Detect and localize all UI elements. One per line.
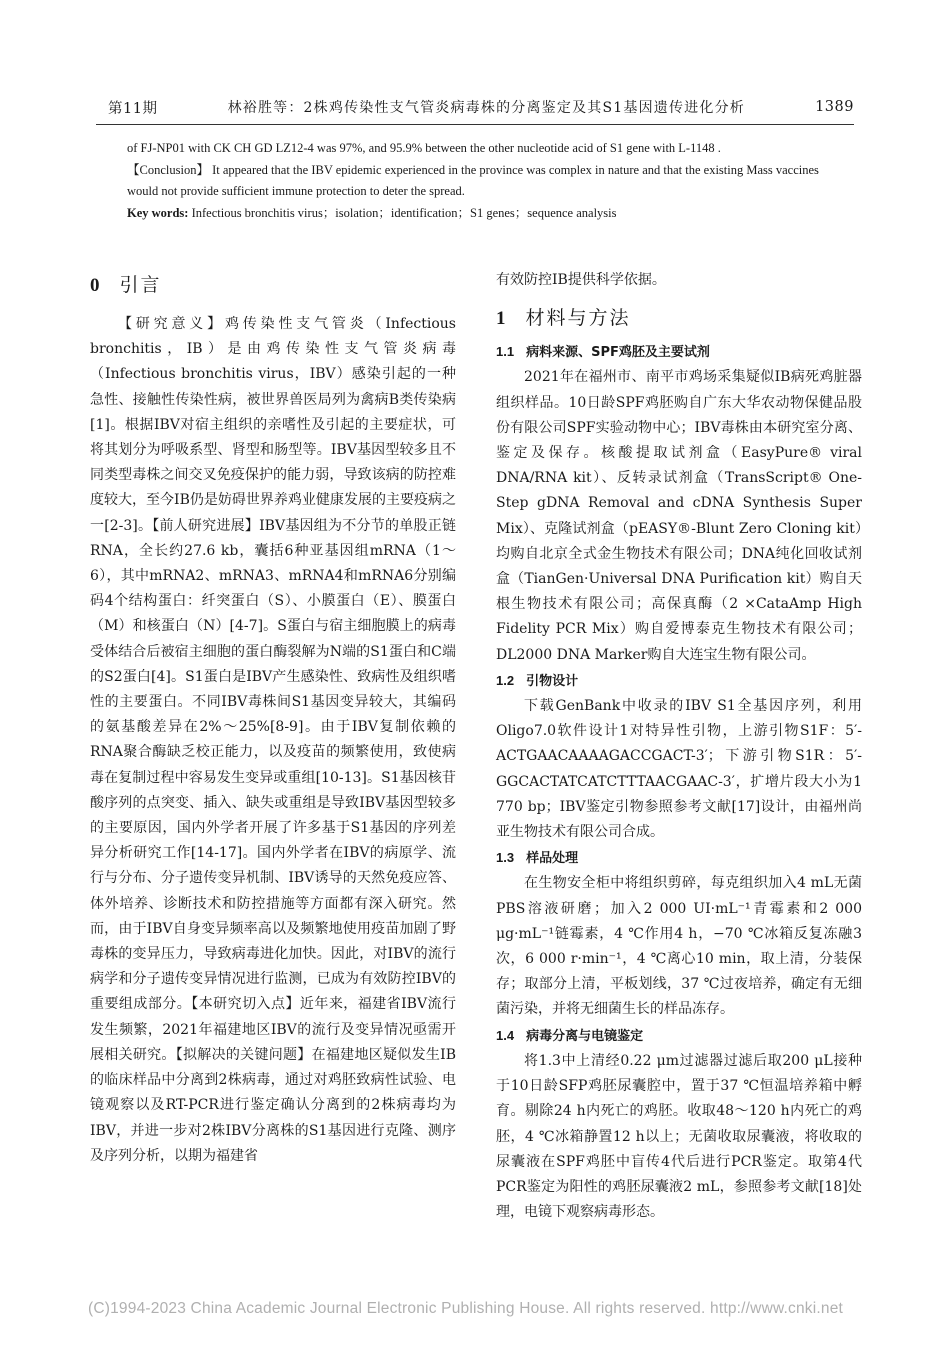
abstract-result-line: of FJ-NP01 with CK CH GD LZ12-4 was 97%, and 95.9% between the other nucleotide acid of S1 gene with L-1148 . xyxy=(127,141,721,155)
header-rule xyxy=(96,124,854,125)
subsection-1-2-text: 下载GenBank中收录的IBV S1全基因序列，利用Oligo7.0软件设计1对特异性引物，上游引物S1F：5′-ACTGAACAAAAGACCGACT-3′；下游引物S1R：5′-GGCACTATCATCTTTAACGAAC-3′，扩增片段大小为1 770 bp；IBV鉴定引物参照参考文献[17]设计，由福州尚亚生物技术有限公司合成。 xyxy=(496,698,862,841)
section-1-heading xyxy=(496,301,862,335)
article-title: 林裕胜等：2株鸡传染性支气管炎病毒株的分离鉴定及其S1基因遗传进化分析 xyxy=(227,100,745,116)
issue-number: 第11期 xyxy=(108,100,158,117)
section-0-number: 0 xyxy=(90,275,102,296)
subsection-1-1-text: 2021年在福州市、南平市鸡场采集疑似IB病死鸡脏器组织样品。10日龄SPF鸡胚购自广东大华农动物保健品股份有限公司SPF实验动物中心；IBV毒株由本研究室分离、鉴定及保存。核酸提取试剂盒（EasyPure® viral DNA/RNA kit）、反转录试剂盒（TransScript® One-Step gDNA Removal and cDNA Synthesis Super Mix）、克隆试剂盒（pEASY®-Blunt Zero Cloning kit）均购自北京全式金生物技术有限公司；DNA纯化回收试剂盒（TianGen·Universal DNA Purification kit）购自天根生物技术有限公司；高保真酶（2 ×CataAmp High Fidelity PCR Mix）购自爱博泰克生物技术有限公司；DL2000 DNA Marker购自大连宝生物有限公司。 xyxy=(496,369,862,663)
subsection-1-3-heading: 1.3 样品处理 xyxy=(496,850,579,867)
section-0-title: 引言 xyxy=(119,274,162,296)
subsection-1-2-heading: 1.2 引物设计 xyxy=(496,672,579,689)
keywords-label: Key words: xyxy=(127,205,189,220)
section-0-heading xyxy=(90,268,456,302)
page-number: 1389 xyxy=(815,99,854,115)
subsection-1-1-heading: 1.1 病料来源、SPF鸡胚及主要试剂 xyxy=(496,344,710,361)
left-column xyxy=(90,268,456,1169)
subsection-1-4-text: 将1.3中上清经0.22 μm过滤器过滤后取200 μL接种于10日龄SFP鸡胚尿囊腔中，置于37 ℃恒温培养箱中孵育。剔除24 h内死亡的鸡胚。收取48～120 h内死亡的鸡胚，4 ℃冰箱静置12 h以上；无菌收取尿囊液，将收取的尿囊液在SPF鸡胚中盲传4代后进行PCR鉴定。取第4代PCR鉴定为阳性的鸡胚尿囊液2 mL，参照参考文献[18]处理，电镜下观察病毒形态。 xyxy=(496,1052,862,1221)
copyright-footer: (C)1994-2023 China Academic Journal Electronic Publishing House. All rights reserved. http://www.cnki.net xyxy=(88,1300,844,1317)
right-column xyxy=(496,268,862,1225)
introduction-paragraph: 【研究意义】鸡传染性支气管炎（Infectious bronchitis，IB）是由鸡传染性支气管炎病毒（Infectious bronchitis virus，IBV）感染引起的一种急性、接触性传染性病，被世界兽医局列为禽病B类传染病[1]。根据IBV对宿主组织的亲嗜性及引起的主要症状，可将其划分为呼吸系型、肾型和肠型等。IBV基因型较多且不同类型毒株之间交叉免疫保护的能力弱，导致该病的防控难度较大，至今IB仍是妨碍世界养鸡业健康发展的主要疫病之一[2-3]。【前人研究进展】IBV基因组为不分节的单股正链RNA，全长约27.6 kb，囊括6种亚基因组mRNA（1～6），其中mRNA2、mRNA3、mRNA4和mRNA6分别编码4个结构蛋白：纤突蛋白（S）、小膜蛋白（E）、膜蛋白（M）和核蛋白（N）[4-7]。S蛋白与宿主细胞膜上的病毒受体结合后被宿主细胞的蛋白酶裂解为N端的S1蛋白和C端的S2蛋白[4]。S1蛋白是IBV产生感染性、致病性及组织嗜性的主要蛋白。不同IBV毒株间S1基因变异较大，其编码的氨基酸差异在2%～25%[8-9]。由于IBV复制依赖的RNA聚合酶缺乏校正能力，以及疫苗的频繁使用，致使病毒在复制过程中容易发生变异或重组[10-13]。S1基因核苷酸序列的点突变、插入、缺失或重组是导致IBV基因型较多的主要原因，国内外学者开展了许多基于S1基因的序列差异分析研究工作[14-17]。国内外学者在IBV的病原学、流行与分布、分子遗传变异机制、IBV诱导的天然免疫应答、体外培养、诊断技术和防控措施等方面都有深入研究。然而，由于IBV自身变异频率高以及频繁地使用疫苗加剧了野毒株的变异压力，导致病毒进化加快。因此，对IBV的流行病学和分子遗传变异情况进行监测，已成为有效防控IBV的重要组成部分。【本研究切入点】近年来，福建省IBV流行发生频繁，2021年福建地区IBV的流行及变异情况亟需开展相关研究。【拟解决的关键问题】在福建地区疑似发生IB的临床样品中分离到2株病毒，通过对鸡胚致病性试验、电镜观察以及RT-PCR进行鉴定确认分离到的2株病毒均为IBV，并进一步对2株IBV分离株的S1基因进行克隆、测序及序列分析，以期为福建省 xyxy=(90,316,456,1164)
abstract-tail xyxy=(127,138,847,224)
subsection-1-4-heading: 1.4 病毒分离与电镜鉴定 xyxy=(496,1027,644,1044)
introduction-continuation: 有效防控IB提供科学依据。 xyxy=(496,272,666,288)
subsection-1-3-text: 在生物安全柜中将组织剪碎，每克组织加入4 mL无菌PBS溶液研磨；加入2 000 UI·mL⁻¹青霉素和2 000 μg·mL⁻¹链霉素，4 ℃作用4 h，−70 ℃冰箱反复冻融3次，6 000 r·min⁻¹，4 ℃离心10 min，取上清，分装保存；取部分上清，平板划线，37 ℃过夜培养，确定有无细菌污染，并将无细菌生长的样品冻存。 xyxy=(496,875,862,1018)
section-1-title: 材料与方法 xyxy=(525,307,631,330)
keywords xyxy=(127,203,847,225)
running-header xyxy=(108,96,854,118)
keywords-list: Infectious bronchitis virus；isolation；identification；S1 genes；sequence analysis xyxy=(188,205,617,220)
section-1-number: 1 xyxy=(496,308,508,330)
abstract-conclusion: 【Conclusion】 It appeared that the IBV epidemic experienced in the province was complex in nature and that the existing Mass vaccines would not provide sufficient immune protection to deter the spread. xyxy=(127,162,819,198)
